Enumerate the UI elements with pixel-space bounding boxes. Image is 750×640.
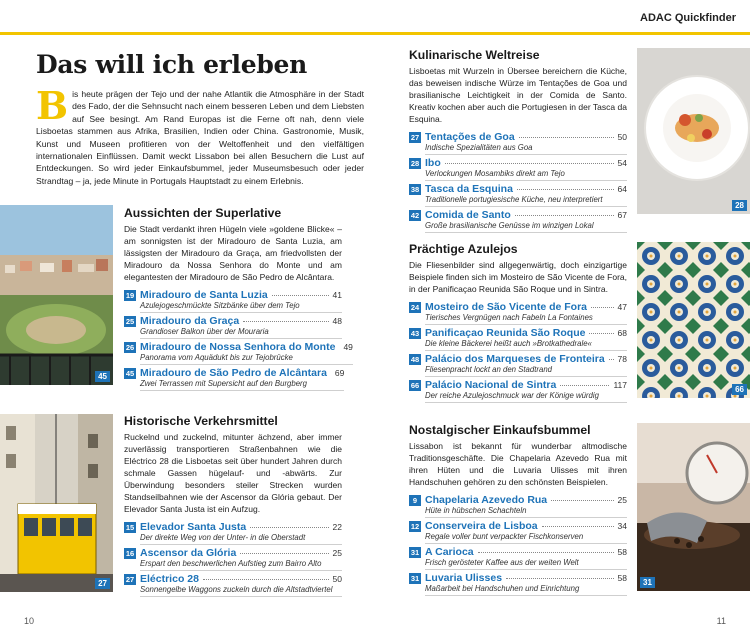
leader-dots xyxy=(203,579,329,580)
section-title: Aussichten der Superlative xyxy=(124,206,282,220)
section-title: Historische Verkehrsmittel xyxy=(124,414,278,428)
photo-badge: 45 xyxy=(95,371,110,382)
entry-number: 24 xyxy=(410,303,420,312)
entry-number: 25 xyxy=(125,317,135,326)
leader-dots xyxy=(506,578,613,579)
entry-page: 58 xyxy=(617,547,627,557)
entry-number: 45 xyxy=(125,369,135,378)
viewpoint-illustration xyxy=(0,205,113,385)
tram-photo xyxy=(0,414,113,592)
leader-dots xyxy=(515,215,614,216)
entry-name[interactable]: Miradouro de Santa Luzia xyxy=(140,289,268,301)
entry-name[interactable]: Tentações de Goa xyxy=(425,131,515,143)
entry-name[interactable]: Panificaçao Reunida São Roque xyxy=(425,327,586,339)
list-item[interactable] xyxy=(409,209,627,234)
entry-subtitle: Regale voller bunt verpackter Fischkonserven xyxy=(425,532,627,544)
list-item[interactable] xyxy=(124,573,342,598)
list-item[interactable] xyxy=(124,367,345,392)
section-verkehr xyxy=(124,414,342,599)
section-kulinarisch xyxy=(409,48,627,235)
page-title: Das will ich erleben xyxy=(36,50,308,79)
entry-page: 47 xyxy=(617,302,627,312)
entry-name[interactable]: Mosteiro de São Vicente de Fora xyxy=(425,301,588,313)
entry-subtitle: Verlockungen Mosambiks direkt am Tejo xyxy=(425,169,627,181)
entry-number: 28 xyxy=(410,159,420,168)
section-aussichten xyxy=(124,206,353,393)
section-desc: Die Fliesenbilder sind allgegenwärtig, doch einzigartige Beispiele finden sich im Mosteiro de São Vicente de Fora, in der Panificaçao Reunida São Roque und in Sintra. xyxy=(409,260,627,294)
entry-page: 78 xyxy=(617,354,627,364)
entry-subtitle: Der direkte Weg von der Unter- in die Oberstadt xyxy=(140,533,342,545)
entry-name[interactable]: Miradouro da Graça xyxy=(140,315,240,327)
section-desc: Ruckelnd und zuckelnd, mitunter ächzend, aber immer zuverlässig transportieren Straßenbahnen wie die Eléctrico 28 die Lisboetas seit über hundert Jahren durch schmale Gassen hügelauf- und -abwärts. Zur Überwindung besonders steiler Strecken wurden Standseilbahnen wie der Ascensor da Glória gebaut. Der Elevador Santa Justa ist ein Aufzug. xyxy=(124,432,342,514)
entry-list xyxy=(124,289,353,392)
entry-subtitle: Grandioser Balkon über der Mouraria xyxy=(140,327,342,339)
entry-subtitle: Fliesenpracht lockt an den Stadtrand xyxy=(425,365,627,377)
list-item[interactable] xyxy=(124,341,353,366)
photo-badge: 66 xyxy=(732,384,747,395)
page-number-left: 10 xyxy=(24,616,35,626)
entry-name[interactable]: Ibo xyxy=(425,157,441,169)
entry-number: 66 xyxy=(410,381,420,390)
entry-subtitle: Die kleine Bäckerei heißt auch »Brotkathedrale« xyxy=(425,339,627,351)
entry-subtitle: Azulejogeschmückte Sitzbänke über dem Tejo xyxy=(140,301,342,313)
entry-number: 48 xyxy=(410,355,420,364)
entry-page: 41 xyxy=(332,290,342,300)
entry-page: 50 xyxy=(332,574,342,584)
entry-number: 31 xyxy=(410,548,420,557)
section-title: Kulinarische Weltreise xyxy=(409,48,540,62)
entry-subtitle: Sonnengelbe Waggons zuckeln durch die Altstadtviertel xyxy=(140,585,342,597)
section-desc: Lisboetas mit Wurzeln in Übersee bereichern die Küche, das beweisen indische Würze im Tentações de Goa und brasilianische Leichtigkeit in der Comida de Santo. Kreativ kochen aber auch die Portugiesen in der Tasca da Esquina. xyxy=(409,66,627,124)
entry-list xyxy=(409,131,627,234)
entry-subtitle: Frisch gerösteter Kaffee aus der weiten Welt xyxy=(425,558,627,570)
entry-page: 22 xyxy=(332,522,342,532)
coffee-illustration xyxy=(637,423,750,591)
entry-name[interactable]: Palácio Nacional de Sintra xyxy=(425,379,557,391)
leader-dots xyxy=(243,321,328,322)
entry-name[interactable]: Miradouro de Nossa Senhora do Monte xyxy=(140,341,336,353)
entry-list xyxy=(124,521,342,598)
list-item[interactable] xyxy=(124,521,342,546)
entry-name[interactable]: Elevador Santa Justa xyxy=(140,521,247,533)
entry-page: 34 xyxy=(617,521,627,531)
entry-number: 27 xyxy=(410,133,420,142)
leader-dots xyxy=(517,189,614,190)
list-item[interactable] xyxy=(409,301,627,326)
entry-page: 117 xyxy=(613,380,627,390)
leader-dots xyxy=(240,553,328,554)
leader-dots xyxy=(609,359,614,360)
entry-subtitle: Panorama vom Aquädukt bis zur Tejobrücke xyxy=(140,353,353,365)
entry-number: 42 xyxy=(410,211,420,220)
entry-page: 69 xyxy=(334,368,345,378)
entry-page: 25 xyxy=(617,495,627,505)
entry-name[interactable]: Tasca da Esquina xyxy=(425,183,513,195)
list-item[interactable] xyxy=(124,289,342,314)
entry-number: 26 xyxy=(125,343,135,352)
dropcap: B xyxy=(36,83,69,128)
entry-subtitle: Erspart den beschwerlichen Aufstieg zum Bairro Alto xyxy=(140,559,342,571)
entry-number: 9 xyxy=(409,495,421,506)
entry-subtitle: Hüte in hübschen Schachteln xyxy=(425,506,627,518)
header-rule xyxy=(0,32,750,35)
entry-number: 16 xyxy=(125,549,135,558)
list-item[interactable] xyxy=(409,353,627,378)
tram-illustration xyxy=(0,414,113,592)
entry-page: 48 xyxy=(332,316,342,326)
entry-name[interactable]: Miradouro de São Pedro de Alcântara xyxy=(140,367,327,379)
intro-text: is heute prägen der Tejo und der nahe Atlantik die Atmosphäre in der Stadt des Fado, der die Sehnsucht nach einem besseren Leben und dem Liebsten auf See besingt. Am Rand Europas ist die Ferne oft nah, denn viele Lisboetas stammen aus Afrika, Brasilien, Indien oder China. Gastronomie, Musik, Kunst und Museen profitieren von der Weltoffenheit und den vielfältigen internationalen Einflüssen. Damit weckt Lissabon bei allen Besuchern die Lust auf Entdeckungen. So wird jeder Einkaufsbummel, jeder Museumsbesuch oder jeder Strandtag – ja, jede Minute in Portugals Hauptstadt zu einem Erlebnis. xyxy=(36,89,364,186)
entry-name[interactable]: Ascensor da Glória xyxy=(140,547,237,559)
entry-subtitle: Maßarbeit bei Handschuhen und Einrichtung xyxy=(425,584,627,596)
entry-page: 64 xyxy=(617,184,627,194)
entry-list xyxy=(409,494,627,597)
list-item[interactable] xyxy=(409,131,627,156)
entry-name[interactable]: Luvaria Ulisses xyxy=(425,572,503,584)
section-einkauf xyxy=(409,423,627,598)
entry-subtitle: Tierisches Vergnügen nach Fabeln La Fontaines xyxy=(425,313,627,325)
entry-number: 27 xyxy=(125,575,135,584)
entry-number: 31 xyxy=(410,574,420,583)
section-title: Nostalgischer Einkaufsbummel xyxy=(409,423,591,437)
section-azulejos xyxy=(409,242,627,405)
list-item[interactable] xyxy=(409,494,627,519)
leader-dots xyxy=(591,307,614,308)
entry-subtitle: Zwei Terrassen mit Supersicht auf den Burgberg xyxy=(140,379,344,391)
leader-dots xyxy=(589,333,613,334)
leader-dots xyxy=(542,526,614,527)
entry-page: 25 xyxy=(332,548,342,558)
entry-subtitle: Große brasilianische Genüsse im winzigen Lokal xyxy=(425,221,627,233)
entry-number: 38 xyxy=(410,185,420,194)
section-title: Prächtige Azulejos xyxy=(409,242,518,256)
list-item[interactable] xyxy=(409,327,627,352)
viewpoint-photo xyxy=(0,205,113,385)
section-desc: Die Stadt verdankt ihren Hügeln viele »goldene Blicke« – am sonnigsten ist der Miradouro de Santa Luzia, am lässigsten der Miradouro da Graça, am friedvollsten der Miradouro da Nossa Senhora do Monte und am elegantesten der Miradouro de São Pedro de Alcântara. xyxy=(124,224,342,282)
page-number-right: 11 xyxy=(716,616,726,626)
entry-subtitle: Indische Spezialitäten aus Goa xyxy=(425,143,627,155)
azulejo-illustration xyxy=(637,242,750,398)
food-photo xyxy=(637,48,750,214)
entry-name[interactable]: Conserveira de Lisboa xyxy=(425,520,538,532)
entry-page: 49 xyxy=(343,342,353,352)
list-item[interactable] xyxy=(409,379,627,404)
entry-name[interactable]: Palácio dos Marqueses de Fronteira xyxy=(425,353,605,365)
entry-number: 12 xyxy=(410,522,420,531)
entry-page: 67 xyxy=(617,210,627,220)
leader-dots xyxy=(445,163,614,164)
entry-number: 19 xyxy=(125,291,135,300)
section-desc: Lissabon ist bekannt für wunderbar altmodische Traditionsgeschäfte. Die Chapelaria Azevedo Rua mit ihren Hüten und die Luvaria Ulisses mit ihren Handschuhen gehören zu den schönsten Beispielen. xyxy=(409,441,627,487)
photo-badge: 28 xyxy=(732,200,747,211)
entry-page: 50 xyxy=(617,132,627,142)
entry-name[interactable]: A Carioca xyxy=(425,546,474,558)
entry-number: 15 xyxy=(125,523,135,532)
header-label: ADAC Quickfinder xyxy=(640,12,736,24)
list-item[interactable] xyxy=(409,183,627,208)
azulejo-photo xyxy=(637,242,750,398)
entry-number: 43 xyxy=(410,329,420,338)
entry-name[interactable]: Eléctrico 28 xyxy=(140,573,199,585)
photo-badge: 31 xyxy=(640,577,655,588)
entry-page: 58 xyxy=(617,573,627,583)
entry-page: 54 xyxy=(617,158,627,168)
coffee-photo xyxy=(637,423,750,591)
food-illustration xyxy=(637,48,750,214)
entry-name[interactable]: Chapelaria Azevedo Rua xyxy=(425,494,548,506)
entry-name[interactable]: Comida de Santo xyxy=(425,209,511,221)
leader-dots xyxy=(551,500,613,501)
entry-list xyxy=(409,301,627,404)
list-item[interactable] xyxy=(409,157,627,182)
list-item[interactable] xyxy=(124,547,342,572)
leader-dots xyxy=(250,527,328,528)
list-item[interactable] xyxy=(409,520,627,545)
photo-badge: 27 xyxy=(95,578,110,589)
leader-dots xyxy=(272,295,329,296)
intro-paragraph xyxy=(36,83,364,187)
list-item[interactable] xyxy=(409,572,627,597)
leader-dots xyxy=(560,385,609,386)
list-item[interactable] xyxy=(124,315,342,340)
list-item[interactable] xyxy=(409,546,627,571)
leader-dots xyxy=(519,137,614,138)
entry-subtitle: Der reiche Azulejoschmuck war der Könige würdig xyxy=(425,391,627,403)
leader-dots xyxy=(478,552,614,553)
entry-subtitle: Traditionelle portugiesische Küche, neu interpretiert xyxy=(425,195,627,207)
entry-page: 68 xyxy=(617,328,627,338)
